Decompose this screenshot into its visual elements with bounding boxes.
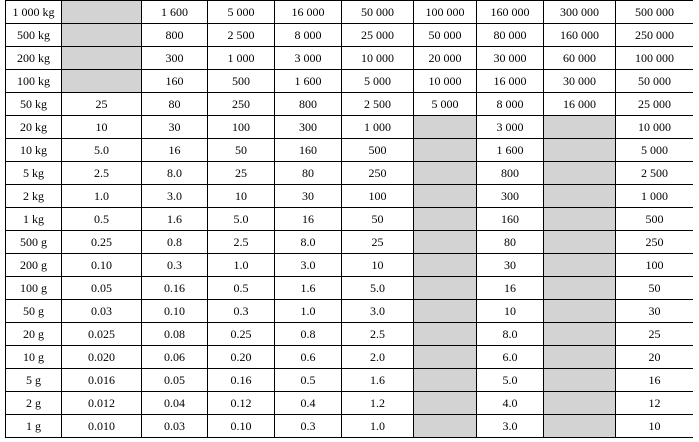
table-cell: 3 000 (275, 47, 342, 70)
table-cell: 250 (208, 93, 275, 116)
table-cell: 30 000 (477, 47, 544, 70)
table-cell: 800 (477, 162, 544, 185)
table-cell: 8.0 (275, 231, 342, 254)
table-cell (414, 415, 477, 438)
table-cell (414, 185, 477, 208)
table-cell: 0.5 (275, 369, 342, 392)
table-cell: 1.6 (142, 208, 208, 231)
row-label-cell: 1 000 kg (6, 1, 62, 24)
table-cell (414, 300, 477, 323)
table-cell: 500 (342, 139, 414, 162)
table-cell: 1 600 (275, 70, 342, 93)
table-cell (544, 392, 616, 415)
table-cell: 0.3 (275, 415, 342, 438)
table-cell: 1 600 (142, 1, 208, 24)
table-cell: 5 000 (342, 70, 414, 93)
table-cell: 1.6 (342, 369, 414, 392)
table-cell: 30 (142, 116, 208, 139)
table-cell (62, 24, 142, 47)
table-cell: 0.10 (208, 415, 275, 438)
table-cell: 0.10 (62, 254, 142, 277)
table-cell: 80 (275, 162, 342, 185)
table-cell: 160 (477, 208, 544, 231)
table-cell: 80 (142, 93, 208, 116)
table-cell (414, 277, 477, 300)
table-row (6, 24, 694, 47)
table-cell: 0.025 (62, 323, 142, 346)
table-row (6, 93, 694, 116)
table-cell: 1.0 (62, 185, 142, 208)
table-cell (544, 323, 616, 346)
table-cell: 100 000 (616, 47, 694, 70)
row-label-cell: 100 kg (6, 70, 62, 93)
row-label-cell: 1 g (6, 415, 62, 438)
table-cell (544, 369, 616, 392)
table-cell: 16 (275, 208, 342, 231)
table-cell: 30 (275, 185, 342, 208)
row-label-cell: 10 kg (6, 139, 62, 162)
table-cell: 25 000 (616, 93, 694, 116)
table-cell: 1 600 (477, 139, 544, 162)
table-cell: 250 (342, 162, 414, 185)
row-label-cell: 20 g (6, 323, 62, 346)
row-label-cell: 50 kg (6, 93, 62, 116)
table-cell: 0.05 (62, 277, 142, 300)
table-cell: 0.04 (142, 392, 208, 415)
table-cell: 5 000 (208, 1, 275, 24)
table-cell (544, 277, 616, 300)
table-cell: 5.0 (208, 208, 275, 231)
table-cell: 80 000 (477, 24, 544, 47)
table-cell: 25 (208, 162, 275, 185)
table-cell: 1.0 (208, 254, 275, 277)
table-cell: 1 000 (342, 116, 414, 139)
table-cell: 500 (208, 70, 275, 93)
table-row (6, 208, 694, 231)
table-cell: 250 (616, 231, 694, 254)
table-cell: 1.0 (342, 415, 414, 438)
table-cell: 5.0 (62, 139, 142, 162)
table-cell (414, 323, 477, 346)
table-cell (544, 415, 616, 438)
table-cell: 2 500 (616, 162, 694, 185)
table-cell: 1.6 (275, 277, 342, 300)
table-cell: 3.0 (342, 300, 414, 323)
table-cell: 2 500 (342, 93, 414, 116)
table-cell: 50 000 (342, 1, 414, 24)
table-row (6, 139, 694, 162)
table-row (6, 185, 694, 208)
table-cell (544, 254, 616, 277)
table-cell: 10 000 (342, 47, 414, 70)
row-label-cell: 10 g (6, 346, 62, 369)
table-cell: 800 (142, 24, 208, 47)
table-cell: 6.0 (477, 346, 544, 369)
table-cell: 0.5 (208, 277, 275, 300)
table-cell: 160 000 (544, 24, 616, 47)
table-cell (544, 139, 616, 162)
table-cell: 25 (62, 93, 142, 116)
table-cell: 160 (275, 139, 342, 162)
table-cell: 10 000 (414, 70, 477, 93)
table-cell (62, 70, 142, 93)
table-cell: 8.0 (477, 323, 544, 346)
row-label-cell: 100 g (6, 277, 62, 300)
table-cell (62, 1, 142, 24)
table-cell (414, 139, 477, 162)
table-cell: 25 000 (342, 24, 414, 47)
table-cell: 0.20 (208, 346, 275, 369)
table-cell: 25 (342, 231, 414, 254)
table-cell: 0.16 (208, 369, 275, 392)
table-cell: 500 000 (616, 1, 694, 24)
table-cell: 10 (208, 185, 275, 208)
table-row (6, 70, 694, 93)
row-label-cell: 20 kg (6, 116, 62, 139)
table-cell: 50 (616, 277, 694, 300)
table-cell (414, 346, 477, 369)
table-cell: 0.25 (62, 231, 142, 254)
table-body (6, 1, 694, 438)
table-cell: 2.0 (342, 346, 414, 369)
table-cell: 10 (62, 116, 142, 139)
table-cell (544, 116, 616, 139)
table-cell (414, 208, 477, 231)
table-cell: 0.010 (62, 415, 142, 438)
table-cell: 60 000 (544, 47, 616, 70)
table-row (6, 254, 694, 277)
table-cell (544, 300, 616, 323)
table-cell: 16 (142, 139, 208, 162)
table-cell: 1 000 (208, 47, 275, 70)
table-cell: 800 (275, 93, 342, 116)
table-row (6, 392, 694, 415)
table-cell: 0.06 (142, 346, 208, 369)
table-row (6, 116, 694, 139)
table-cell: 0.10 (142, 300, 208, 323)
table-cell: 300 000 (544, 1, 616, 24)
table-cell: 30 000 (544, 70, 616, 93)
table-cell (544, 346, 616, 369)
table-cell (414, 116, 477, 139)
table-cell: 100 (208, 116, 275, 139)
table-cell: 300 (477, 185, 544, 208)
table-cell: 30 (616, 300, 694, 323)
table-cell: 250 000 (616, 24, 694, 47)
table-cell: 0.12 (208, 392, 275, 415)
table-cell: 80 (477, 231, 544, 254)
table-cell: 100 (616, 254, 694, 277)
table-cell: 5 000 (414, 93, 477, 116)
table-cell: 30 (477, 254, 544, 277)
table-cell (414, 231, 477, 254)
table-row (6, 323, 694, 346)
table-row (6, 300, 694, 323)
table-cell: 0.16 (142, 277, 208, 300)
table-cell: 8 000 (275, 24, 342, 47)
table-cell: 20 (616, 346, 694, 369)
table-cell: 25 (616, 323, 694, 346)
table-cell: 4.0 (477, 392, 544, 415)
table-cell: 5.0 (342, 277, 414, 300)
table-cell (414, 254, 477, 277)
table-row (6, 415, 694, 438)
table-cell: 0.4 (275, 392, 342, 415)
table-cell: 300 (275, 116, 342, 139)
table-cell: 300 (142, 47, 208, 70)
table-cell: 0.6 (275, 346, 342, 369)
table-cell: 8.0 (142, 162, 208, 185)
table-cell (544, 162, 616, 185)
table-cell: 20 000 (414, 47, 477, 70)
table-cell: 3.0 (142, 185, 208, 208)
table-cell: 16 000 (544, 93, 616, 116)
row-label-cell: 500 g (6, 231, 62, 254)
table-cell: 2.5 (62, 162, 142, 185)
table-row (6, 231, 694, 254)
table-cell: 0.020 (62, 346, 142, 369)
table-cell: 2.5 (208, 231, 275, 254)
row-label-cell: 200 kg (6, 47, 62, 70)
row-label-cell: 50 g (6, 300, 62, 323)
table-cell: 500 (616, 208, 694, 231)
table-cell: 3.0 (275, 254, 342, 277)
table-row (6, 369, 694, 392)
table-viewport (5, 0, 693, 442)
row-label-cell: 5 g (6, 369, 62, 392)
table-row (6, 277, 694, 300)
table-cell: 160 (142, 70, 208, 93)
row-label-cell: 5 kg (6, 162, 62, 185)
table-cell: 0.03 (62, 300, 142, 323)
table-cell (414, 392, 477, 415)
table-cell: 100 (342, 185, 414, 208)
table-row (6, 1, 694, 24)
row-label-cell: 2 kg (6, 185, 62, 208)
table-cell: 0.016 (62, 369, 142, 392)
table-cell: 0.3 (142, 254, 208, 277)
row-label-cell: 1 kg (6, 208, 62, 231)
table-cell: 3 000 (477, 116, 544, 139)
table-cell: 100 000 (414, 1, 477, 24)
table-row (6, 47, 694, 70)
table-cell: 16 000 (275, 1, 342, 24)
table-cell: 8 000 (477, 93, 544, 116)
table-row (6, 346, 694, 369)
table-cell: 10 000 (616, 116, 694, 139)
table-cell: 10 (342, 254, 414, 277)
table-cell: 0.08 (142, 323, 208, 346)
table-cell (544, 231, 616, 254)
row-label-cell: 200 g (6, 254, 62, 277)
table-cell: 0.5 (62, 208, 142, 231)
row-label-cell: 2 g (6, 392, 62, 415)
table-cell (544, 185, 616, 208)
table-cell: 1 000 (616, 185, 694, 208)
table-cell: 2 500 (208, 24, 275, 47)
mass-tolerance-table (5, 0, 693, 438)
table-cell: 10 (616, 415, 694, 438)
table-cell: 50 (342, 208, 414, 231)
table-cell: 0.012 (62, 392, 142, 415)
table-cell (544, 208, 616, 231)
table-cell: 3.0 (477, 415, 544, 438)
table-cell: 0.05 (142, 369, 208, 392)
table-cell: 50 (208, 139, 275, 162)
table-cell: 5 000 (616, 139, 694, 162)
table-cell: 0.03 (142, 415, 208, 438)
table-row (6, 162, 694, 185)
table-cell: 160 000 (477, 1, 544, 24)
table-cell: 1.0 (275, 300, 342, 323)
table-cell: 0.25 (208, 323, 275, 346)
table-cell: 10 (477, 300, 544, 323)
table-cell: 0.3 (208, 300, 275, 323)
table-cell: 16 000 (477, 70, 544, 93)
table-cell: 1.2 (342, 392, 414, 415)
table-cell: 2.5 (342, 323, 414, 346)
table-cell (414, 369, 477, 392)
table-cell: 0.8 (142, 231, 208, 254)
table-cell: 0.8 (275, 323, 342, 346)
table-cell: 5.0 (477, 369, 544, 392)
table-cell: 50 000 (616, 70, 694, 93)
table-cell: 16 (477, 277, 544, 300)
row-label-cell: 500 kg (6, 24, 62, 47)
table-cell: 12 (616, 392, 694, 415)
table-cell: 16 (616, 369, 694, 392)
table-cell (414, 162, 477, 185)
table-cell: 50 000 (414, 24, 477, 47)
table-cell (62, 47, 142, 70)
